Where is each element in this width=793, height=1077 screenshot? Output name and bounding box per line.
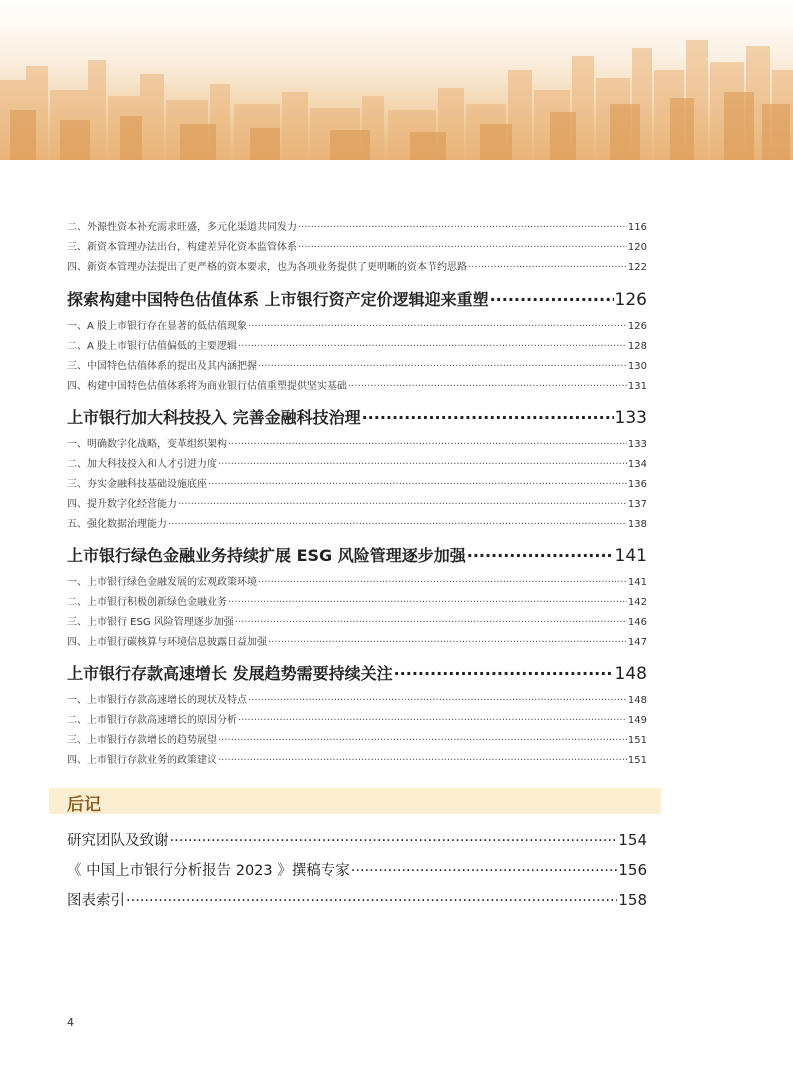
toc-item[interactable] <box>67 435 647 450</box>
toc-item-label: 三、新资本管理办法出台，构建差异化资本监管体系 <box>67 242 297 253</box>
afterword-item-label: 图表索引 <box>67 893 125 909</box>
skyline-illustration <box>0 0 793 160</box>
toc-item-label: 四、上市银行存款业务的政策建议 <box>67 755 217 766</box>
toc-item[interactable] <box>67 218 647 233</box>
toc-item[interactable] <box>67 357 647 372</box>
toc-item-label: 三、中国特色估值体系的提出及其内涵把握 <box>67 361 257 372</box>
toc-item-label: 一、明确数字化战略，变革组织架构 <box>67 439 227 450</box>
afterword-heading[interactable]: 后记 <box>67 795 101 815</box>
toc-leader-dots <box>490 289 614 305</box>
toc-item-label: 二、加大科技投入和人才引进力度 <box>67 459 217 470</box>
afterword-item-page: 154 <box>618 831 647 849</box>
toc-section-title: 上市银行绿色金融业务持续扩展 ESG 风险管理逐步加强 <box>67 546 466 565</box>
toc-leader-dots <box>268 635 627 645</box>
toc-leader-dots <box>258 575 627 585</box>
toc-item-label: 四、构建中国特色估值体系将为商业银行估值重塑提供坚实基础 <box>67 381 347 392</box>
toc-item-label: 四、上市银行碳核算与环境信息披露日益加强 <box>67 637 267 648</box>
toc-item-label: 五、强化数据治理能力 <box>67 519 167 530</box>
toc-leader-dots <box>351 861 618 876</box>
toc-item[interactable] <box>67 613 647 628</box>
toc-item-label: 四、新资本管理办法提出了更严格的资本要求，也为各项业务提供了更明晰的资本节约思路 <box>67 262 467 273</box>
toc-item-label: 一、A 股上市银行存在显著的低估值现象 <box>67 321 248 332</box>
toc-item-page: 128 <box>627 341 647 352</box>
toc-section-title: 探索构建中国特色估值体系 上市银行资产定价逻辑迎来重塑 <box>67 290 489 309</box>
toc-item-page: 116 <box>627 222 647 233</box>
toc-item-label: 一、上市银行存款高速增长的现状及特点 <box>67 695 247 706</box>
toc-item-page: 133 <box>627 439 647 450</box>
toc-item-label: 二、外源性资本补充需求旺盛，多元化渠道共同发力 <box>67 222 297 233</box>
toc-item[interactable] <box>67 515 647 530</box>
toc-item-page: 122 <box>627 262 647 273</box>
toc-section-page: 126 <box>614 290 647 310</box>
toc-leader-dots <box>394 663 614 679</box>
toc-item-label: 一、上市银行绿色金融发展的宏观政策环境 <box>67 577 257 588</box>
toc-item-label: 三、上市银行 ESG 风险管理逐步加强 <box>67 617 234 628</box>
toc-item-page: 149 <box>627 715 647 726</box>
toc-section-heading[interactable] <box>67 405 647 428</box>
toc-item-label: 三、上市银行存款增长的趋势展望 <box>67 735 217 746</box>
toc-leader-dots <box>170 831 618 846</box>
toc-item-page: 130 <box>627 361 647 372</box>
toc-item[interactable] <box>67 337 647 352</box>
toc-leader-dots <box>218 733 627 743</box>
toc-item-label: 二、上市银行存款高速增长的原因分析 <box>67 715 237 726</box>
toc-leader-dots <box>248 319 627 329</box>
toc-item[interactable] <box>67 691 647 706</box>
toc-leader-dots <box>248 693 627 703</box>
afterword-item-label: 《 中国上市银行分析报告 2023 》撰稿专家 <box>67 863 350 879</box>
toc-item[interactable] <box>67 317 647 332</box>
toc-item-page: 137 <box>627 499 647 510</box>
toc-item-page: 141 <box>627 577 647 588</box>
toc-item[interactable] <box>67 573 647 588</box>
toc-item-page: 147 <box>627 637 647 648</box>
toc-item-page: 136 <box>627 479 647 490</box>
toc-section-heading[interactable] <box>67 287 647 310</box>
toc-item[interactable] <box>67 731 647 746</box>
toc-item[interactable] <box>67 377 647 392</box>
toc-leader-dots <box>228 595 627 605</box>
toc-leader-dots <box>218 753 627 763</box>
afterword-item-page: 158 <box>618 891 647 909</box>
toc-item-page: 148 <box>627 695 647 706</box>
page-number: 4 <box>67 1016 74 1029</box>
toc-leader-dots <box>238 339 627 349</box>
afterword-heading-bar <box>49 788 661 814</box>
toc-item[interactable] <box>67 751 647 766</box>
toc-section-title: 上市银行存款高速增长 发展趋势需要持续关注 <box>67 664 393 683</box>
toc-item-page: 131 <box>627 381 647 392</box>
toc-item-page: 146 <box>627 617 647 628</box>
toc-section-heading[interactable] <box>67 661 647 684</box>
toc-leader-dots <box>298 220 627 230</box>
toc-leader-dots <box>238 713 627 723</box>
toc-item-label: 二、上市银行积极创新绿色金融业务 <box>67 597 227 608</box>
toc-leader-dots <box>208 477 627 487</box>
city-skyline-banner <box>0 0 793 160</box>
toc-leader-dots <box>298 240 627 250</box>
toc-item-page: 126 <box>627 321 647 332</box>
toc-leader-dots <box>168 517 627 527</box>
toc-leader-dots <box>362 407 614 423</box>
afterword-item[interactable] <box>67 859 647 880</box>
toc-section-page: 133 <box>614 408 647 428</box>
toc-item-page: 138 <box>627 519 647 530</box>
toc-item-page: 120 <box>627 242 647 253</box>
toc-leader-dots <box>467 545 614 561</box>
afterword-item[interactable] <box>67 829 647 850</box>
afterword-item[interactable] <box>67 889 647 910</box>
afterword-item-label: 研究团队及致谢 <box>67 833 169 849</box>
toc-item-page: 134 <box>627 459 647 470</box>
toc-item[interactable] <box>67 633 647 648</box>
toc-item-page: 151 <box>627 755 647 766</box>
toc-item[interactable] <box>67 495 647 510</box>
toc-leader-dots <box>228 437 627 447</box>
toc-item[interactable] <box>67 238 647 253</box>
toc-leader-dots <box>218 457 627 467</box>
toc-leader-dots <box>178 497 627 507</box>
afterword-item-page: 156 <box>618 861 647 879</box>
toc-section-page: 148 <box>614 664 647 684</box>
toc-leader-dots <box>348 379 627 389</box>
toc-leader-dots <box>126 891 617 906</box>
toc-section-heading[interactable] <box>67 543 647 566</box>
toc-item-label: 二、A 股上市银行估值偏低的主要逻辑 <box>67 341 238 352</box>
toc-leader-dots <box>235 615 627 625</box>
toc-section-page: 141 <box>614 546 647 566</box>
toc-item-page: 142 <box>627 597 647 608</box>
toc-item[interactable] <box>67 258 647 273</box>
toc-item[interactable] <box>67 593 647 608</box>
toc-item[interactable] <box>67 455 647 470</box>
toc-item-label: 四、提升数字化经营能力 <box>67 499 177 510</box>
toc-leader-dots <box>468 260 627 270</box>
toc-leader-dots <box>258 359 627 369</box>
toc-item-page: 151 <box>627 735 647 746</box>
toc-item[interactable] <box>67 475 647 490</box>
toc-section-title: 上市银行加大科技投入 完善金融科技治理 <box>67 408 361 427</box>
toc-item-label: 三、夯实金融科技基础设施底座 <box>67 479 207 490</box>
toc-item[interactable] <box>67 711 647 726</box>
